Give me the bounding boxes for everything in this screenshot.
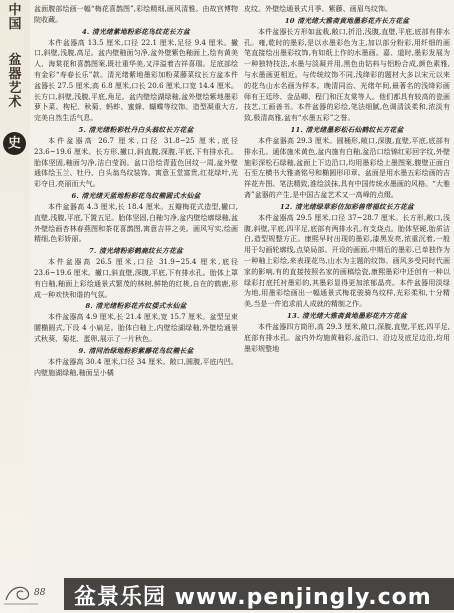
watermark-text: 盆景乐园 www.penjingly.com bbox=[74, 585, 432, 610]
section-heading: 5. 清光绪粉彩牡丹白头翁纹长方花盆 bbox=[78, 125, 194, 134]
title-char: 术 bbox=[8, 95, 22, 110]
body-paragraph: 本件盆器高 4.9 厘米,长 21.4 厘米,宽 15.7 厘米。盆型呈束腰椭圆式,下设 4 小扁足。胎体白釉上,内壁绘湖绿釉,外壁绘通景式秋葵、菊花、蛋卵,展示了一片秋色。 bbox=[34, 313, 238, 343]
section-heading: 11. 清光绪墨彩松石仙鹤纹长方花盆 bbox=[290, 125, 404, 134]
left-column bbox=[34, 4, 238, 378]
body-paragraph: 本件盆器高 29.5 厘米,口径 37~28.7 厘米。长方形,敞口,浅腹,斜壁,平底,四平足,底部有两排水孔,有支烧点。胎体坚硬,胎质洁白,造型规整方正。康熙早时出现的墨彩,漆黑发亮,浓重沉着,一般用于勾画轮廓线,点染局部。开设的画面,中期后的墨彩,已单独作为一种釉上彩绘,来表现花鸟,山水为主题的纹饰。画风多受同时代画家的影响,有的直接按照名家的画稿绘瓷,康熙墨彩中还创有一种以绿彩打底托衬墨彩的,其墨彩显得更加浓郁晶亮。本件盆器用淡绿为地,用墨彩绘画出一幅通景式梅花骏骑鸟纹样,光彩柔和,十分精美,当是一件追求前人成就的精制之作。 bbox=[244, 213, 450, 309]
section-heading: 4. 清光绪紫地粉彩花鸟纹花长方盆 bbox=[81, 27, 191, 36]
body-paragraph: 本件盆器高 4.3 厘米,长 18.4 厘米。五瓣梅花式造型,撇口,直壁,浅腹,平底,下置五足。胎体坚固,白釉匀净,盆内壁绘廓绿釉,盆外壁绘画杏林春燕图和茶花喜鹊图,寓意吉祥之美。画风写实,绘画精细,色彩娇丽。 bbox=[34, 202, 238, 244]
body-paragraph: 本件盆器高 13.5 厘米,口径 22.1 厘米,足径 9.4 厘米。撇口,斜壁,浅腹,高足。盆内壁釉面匀净,盆外壁紫色釉面上,绘有黄美人、海棠花和喜鹊图案,既壮重华美,又洋溢着吉祥喜瑞。足底部绘有金彩“寿春长乐”款。清光绪紫地墨彩加粉菜藤菜纹长方盆本件盆器长 27.5 厘米,高 6.8 厘米,口长 20.6 厘米,口宽 14.4 厘米。长方口,斜壁,浅腹,平底,角足。盆内壁绘湖绿釉,盆外壁绘紫地墨彩萝卜菜、枸杞、秋菊、蚂蚱、蜜蜂、蝴蝶等纹饰。造型凝重大方,完美自然生活气息。 bbox=[34, 38, 238, 123]
watermark-banner bbox=[64, 578, 454, 610]
body-paragraph: 本件盆器高 29.3 厘米。圆桶形,敞口,深腹,直壁,平底,底部有排水孔。通体施米黄色,盆内施有白釉,盆沿口绘锦红彩回字纹,外壁施彩深松石绿釉,盆面上下边沿口,均用墨彩绘上墨图案,腹壁正面白石至左横书大雅斋铭号和椭圆形印章。盆面是用水墨五彩绘画的吉祥花卉图。笔法精致,淮绘淡抹,具有中国传统水墨画的风格。“大雅斋”盆器的产生,是中国古盆艺术又一高峰的点缀。 bbox=[244, 136, 450, 199]
body-paragraph: 本件盆器四方筒形,高 29.3 厘米,敞口,深腹,直壁,平底,四平足,底部有排水孔。盆内外均施黄釉彩,盆沿口、沿边及底足边沿,均用墨彩规整地 bbox=[244, 322, 450, 353]
body-paragraph: 本件盆器高 26.5 厘米,口径 31.9~25.4 厘米,底径 23.6~19.6 厘米。撇口,斜直壁,深腹,平底,下有排水孔。胎体上罩有白釉,釉面上彩绘通景式繁茂的林树,鲜艳的红桃,自在的鹤鹿,形成一种欢快和谐的气氛。 bbox=[34, 258, 238, 299]
title-char: 中 bbox=[8, 3, 22, 18]
body-paragraph: 本件盆器高 30.4 厘米,口径 34 厘米。敞口,圆腹,平底内凹。内壁施湖绿釉,釉面呈小橘 bbox=[34, 357, 238, 377]
body-paragraph: 本件盆器高 26.7 厘米,口径 31.8~25 厘米,底径 23.6~19.6 厘米。长方形,撇口,斜直腹,深腹,平底,下有排水孔。胎体坚固,釉面匀净,洁白莹润。盆口沿绘青蓝色回纹一周,盆外壁通体绘玉兰、牡丹、白头翁鸟纹装饰。寓意玉堂富贵,红花绿叶,光彩夺目,亮丽而大气。 bbox=[34, 136, 238, 189]
body-paragraph: 本件盆器长方形如盆栽,敞口,折沿,浅腹,直壁,平底,底部有排水孔。雍,乾时的墨彩,是以水墨彩色为主,加以部分粉彩,用纤细的画笔直接绘出墨彩纹饰,有如纸上作的水墨画。嘉、道时,墨彩发展为一种独特技法,水墨与淡凝并用,黑色由钴料与铝粉合成,颜色素雅,与水墨画更相近。与传统纹饰不同,浅绛彩的题材大多以宋元以来的花鸟山水名画为样本。晚清同治、光绪年间,最著名的浅绛彩画师有王廷珍、金品卿、程门和汪友棠等人。他们都具有较高的瓷画技艺,工画善书。本件盆器的彩绘,笔法细腻,色调清淡柔和,浓淡有致,极清高雅,盆有“水墨五彩”之誉。 bbox=[244, 27, 450, 123]
title-char: 盆 bbox=[8, 53, 22, 68]
section-heading: 9. 清同治绿地粉彩紫藤花鸟纹椭长盆 bbox=[78, 346, 194, 355]
section-heading: 6. 清光绪天蓝地粉彩花鸟纹椭圆式水仙盆 bbox=[71, 191, 201, 200]
title-char: 器 bbox=[8, 67, 22, 82]
page-number: 88 bbox=[34, 588, 46, 598]
side-margin bbox=[0, 0, 46, 613]
section-heading: 13. 清光绪大雅斋黄地墨彩花卉方花盆 bbox=[287, 311, 407, 320]
right-column bbox=[244, 4, 450, 354]
body-paragraph: 皮纹。外壁绘通景式月季、紫藤、画眉鸟纹饰。 bbox=[244, 5, 393, 13]
section-heading: 10 清光绪大雅斋黄地墨彩花卉长方花盆 bbox=[284, 16, 410, 25]
title-char: 艺 bbox=[8, 81, 22, 96]
section-heading: 12. 清光绪绿草彩仿加彩兽带福纹长方花盆 bbox=[280, 202, 414, 211]
history-seal: 史 bbox=[3, 132, 26, 155]
body-paragraph: 盆面腹部绘画一幅“梅花喜鹊图”,彩绘精细,画风清雅。由故宫博物院收藏。 bbox=[34, 5, 238, 24]
section-heading: 7. 清光绪粉彩鹤鹿纹长方花盆 bbox=[88, 247, 184, 256]
title-char: 国 bbox=[8, 17, 22, 32]
book-title bbox=[0, 4, 30, 110]
section-heading: 8. 清光绪粉彩花卉纹倭式水仙盆 bbox=[85, 302, 187, 311]
